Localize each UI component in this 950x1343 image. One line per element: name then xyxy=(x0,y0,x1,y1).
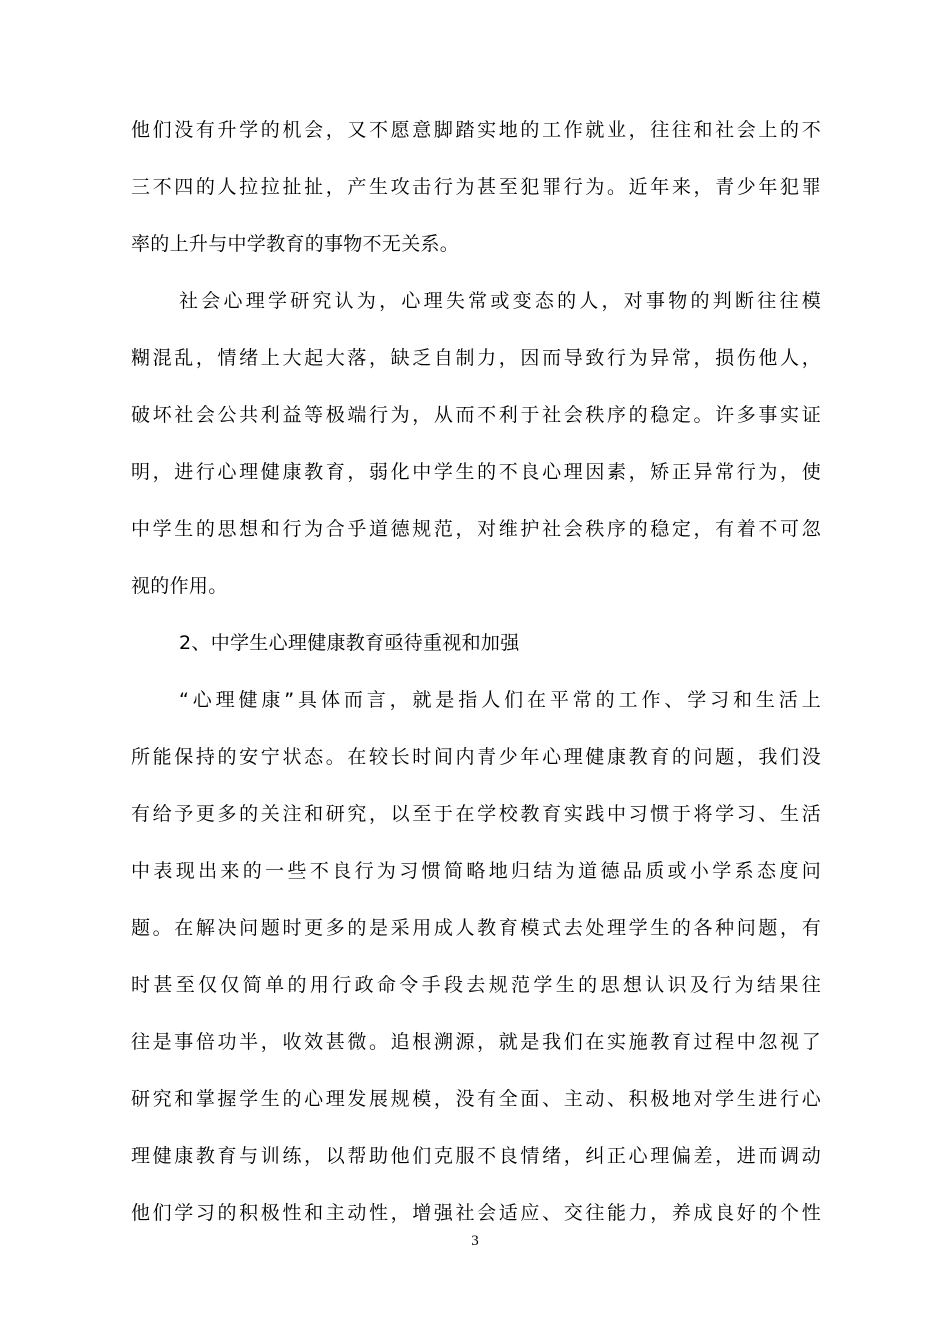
text-line: 他们没有升学的机会，又不愿意脚踏实地的工作就业，往往和社会上的不 xyxy=(131,119,821,141)
text-line: 往是事倍功半，收效甚微。追根溯源，就是我们在实施教育过程中忽视了 xyxy=(131,1031,821,1053)
text-line: 率的上升与中学教育的事物不无关系。 xyxy=(131,233,460,255)
text-line: 题。在解决问题时更多的是采用成人教育模式去处理学生的各种问题，有 xyxy=(131,917,821,939)
text-line: 时甚至仅仅简单的用行政命令手段去规范学生的思想认识及行为结果往 xyxy=(131,974,821,996)
text-line: 研究和掌握学生的心理发展规模，没有全面、主动、积极地对学生进行心 xyxy=(131,1088,821,1110)
text-line: 他们学习的积极性和主动性，增强社会适应、交往能力，养成良好的个性 xyxy=(131,1202,821,1224)
section-heading: 2、中学生心理健康教育亟待重视和加强 xyxy=(179,632,520,654)
text-line: 所能保持的安宁状态。在较长时间内青少年心理健康教育的问题，我们没 xyxy=(131,746,821,768)
text-line: 三不四的人拉拉扯扯，产生攻击行为甚至犯罪行为。近年来，青少年犯罪 xyxy=(131,176,821,198)
text-line: 理健康教育与训练，以帮助他们克服不良情绪，纠正心理偏差，进而调动 xyxy=(131,1145,821,1167)
text-line: 糊混乱，情绪上大起大落，缺乏自制力，因而导致行为异常，损伤他人， xyxy=(131,347,821,369)
text-line: 明，进行心理健康教育，弱化中学生的不良心理因素，矫正异常行为，使 xyxy=(131,461,821,483)
paragraph-first-line: “心理健康”具体而言，就是指人们在平常的工作、学习和生活上 xyxy=(179,689,821,711)
text-line: 视的作用。 xyxy=(131,575,228,597)
paragraph-first-line: 社会心理学研究认为，心理失常或变态的人，对事物的判断往往模 xyxy=(179,290,821,312)
text-line: 有给予更多的关注和研究，以至于在学校教育实践中习惯于将学习、生活 xyxy=(131,803,821,825)
text-line: 破坏社会公共利益等极端行为，从而不利于社会秩序的稳定。许多事实证 xyxy=(131,404,821,426)
page-number: 3 xyxy=(471,1233,479,1249)
text-line: 中表现出来的一些不良行为习惯简略地归结为道德品质或小学系态度问 xyxy=(131,860,821,882)
text-line: 中学生的思想和行为合乎道德规范，对维护社会秩序的稳定，有着不可忽 xyxy=(131,518,821,540)
